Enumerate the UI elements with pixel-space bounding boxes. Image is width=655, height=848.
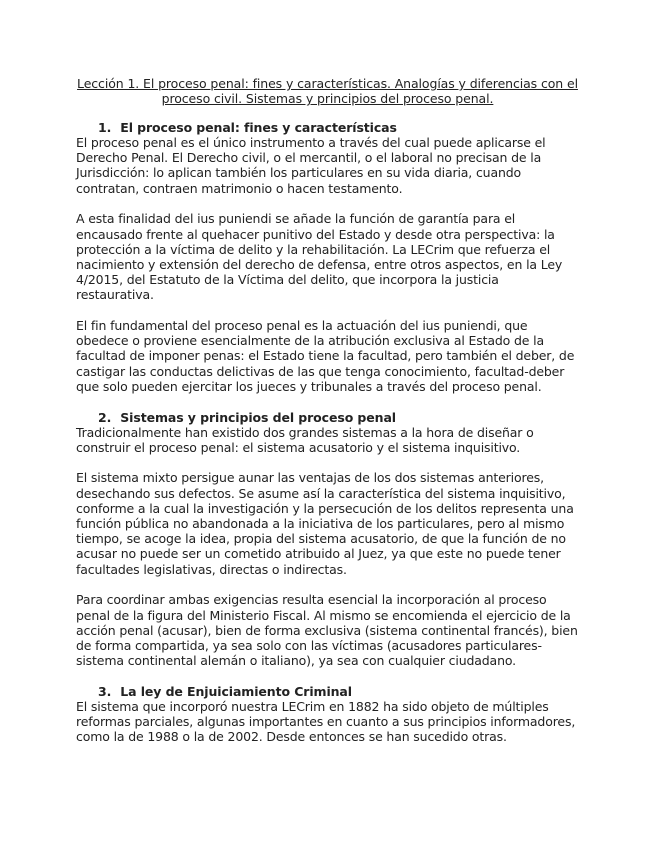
section-heading-text: La ley de Enjuiciamiento Criminal <box>120 683 352 699</box>
section-number: 3. <box>98 683 112 699</box>
paragraph: Tradicionalmente han existido dos grandes sistemas a la hora de diseñar o construir el proceso penal: el sistema acusatorio y el sistema inquisitivo. <box>76 424 534 455</box>
paragraph: El sistema mixto persigue aunar las ventajas de los dos sistemas anteriores, desechando sus defectos. Se asume así la característica del sistema inquisitivo, conforme a la cual la investigación y la persecución de los delitos representa una función pública no abandonada a la iniciativa de los particulares, pero al mismo tiempo, se acoge la idea, propia del sistema acusatorio, de que la función de no acusar no puede ser un cometido atribuido al Juez, ya que este no puede tener facultades legislativas, directas o indirectas. <box>76 470 574 577</box>
section-number: 2. <box>98 409 112 425</box>
paragraph: El fin fundamental del proceso penal es la actuación del ius puniendi, que obedece o proviene esencialmente de la atribución exclusiva al Estado de la facultad de imponer penas: el Estado tiene la facultad, pero también el deber, de castigar las conductas delictivas de las que tenga conocimiento, facultad-deber que solo pueden ejercitar los jueces y tribunales a través del proceso penal. <box>76 318 575 394</box>
paragraph: A esta finalidad del ius puniendi se añade la función de garantía para el encausado frente al quehacer punitivo del Estado y desde otra perspectiva: la protección a la víctima de delito y la rehabilitación. La LECrim que refuerza el nacimiento y extensión del derecho de defensa, entre otros aspectos, en la Ley 4/2015, del Estatuto de la Víctima del delito, que incorpora la justicia restaurativa. <box>76 211 563 303</box>
section-heading-3 <box>76 684 579 699</box>
section-heading-1 <box>76 120 579 135</box>
section-heading-text: El proceso penal: fines y características <box>120 120 397 135</box>
section-number: 1. <box>98 120 112 135</box>
paragraph: Para coordinar ambas exigencias resulta esencial la incorporación al proceso penal de la figura del Ministerio Fiscal. Al mismo se encomienda el ejercicio de la acción penal (acusar), bien de forma exclusiva (sistema continental francés), bien de forma compartida, ya sea solo con las víctimas (acusadores particulares-sistema continental alemán o italiano), ya sea con cualquier ciudadano. <box>76 592 578 669</box>
paragraph: El proceso penal es el único instrumento a través del cual puede aplicarse el Derecho Penal. El Derecho civil, o el mercantil, o el laboral no precisan de la Jurisdicción: lo aplican también los particulares en su vida diaria, cuando contratan, contraen matrimonio o hacen testamento. <box>76 135 546 196</box>
page-title <box>76 76 579 106</box>
paragraph: El sistema que incorporó nuestra LECrim en 1882 ha sido objeto de múltiples reformas parciales, algunas importantes en cuanto a sus principios informadores, como la de 1988 o la de 2002. Desde entonces se han sucedido otras. <box>76 698 576 745</box>
section-heading-text: Sistemas y principios del proceso penal <box>120 409 396 425</box>
title-line-2: proceso civil. Sistemas y principios del proceso penal. <box>161 91 494 106</box>
section-heading-2 <box>76 410 579 425</box>
title-line-1: Lección 1. El proceso penal: fines y características. Analogías y diferencias con el <box>77 76 578 91</box>
